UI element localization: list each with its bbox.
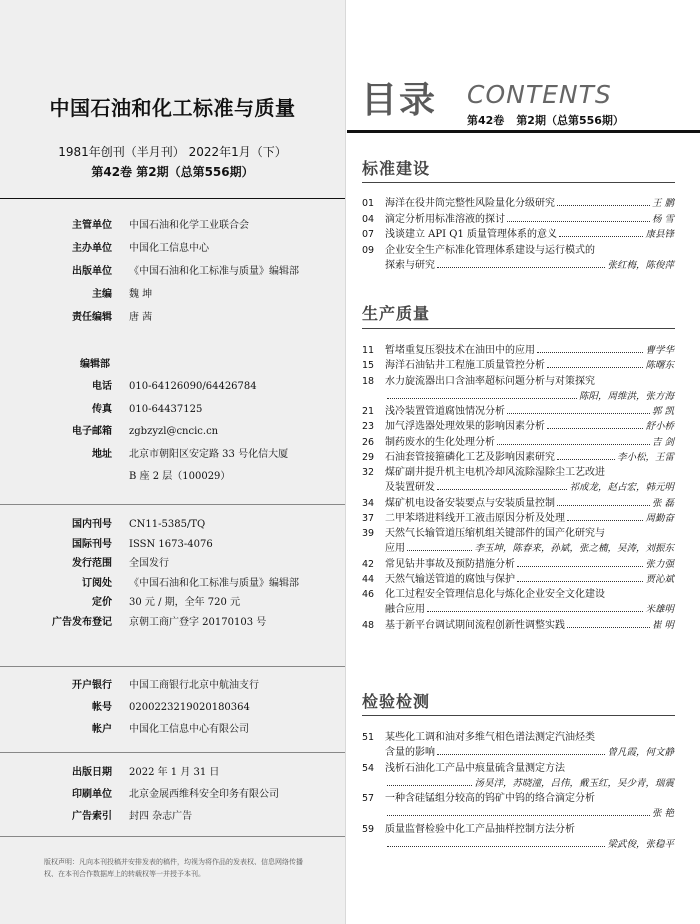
- toc-leader-dots: [517, 566, 643, 567]
- toc-entry[interactable]: [362, 450, 674, 465]
- masthead-panel: [0, 0, 345, 924]
- toc-entry[interactable]: [362, 587, 674, 618]
- toc-entry-line: [385, 343, 674, 358]
- toc-authors: 祁成龙，赵占宏，韩元明: [569, 482, 674, 494]
- volume-issue: 第42卷 第2期（总第556期）: [91, 165, 254, 179]
- toc-entry[interactable]: [362, 761, 674, 792]
- toc-entry-line: [385, 389, 674, 404]
- toc-entry-line: [385, 243, 674, 259]
- toc-leader-dots: [547, 428, 643, 429]
- section-entry-list: [362, 343, 674, 633]
- section-entry-list: [362, 196, 674, 274]
- toc-authors: 贾沁斌: [645, 573, 674, 585]
- toc-article-title: 天然气长输管道压缩机组关键部件的国产化研究与: [385, 528, 605, 539]
- toc-leader-dots: [437, 489, 567, 490]
- toc-page-number: 54: [362, 762, 375, 774]
- toc-page-number: 51: [362, 732, 375, 743]
- toc-leader-dots: [557, 505, 650, 506]
- toc-entry-body: [385, 374, 674, 405]
- toc-page-number: 57: [362, 793, 375, 804]
- toc-entry-body: [385, 419, 674, 434]
- section-entry-list: [362, 730, 674, 852]
- toc-article-title: 企业安全生产标准化管理体系建设与运行模式的: [385, 244, 595, 256]
- toc-page-number: 44: [362, 573, 375, 585]
- toc-authors: 梁武俊，张稳平: [607, 838, 674, 850]
- toc-entry[interactable]: [362, 435, 674, 450]
- contents-issue-info: [467, 112, 624, 128]
- toc-entry-line: [385, 541, 674, 556]
- toc-authors: 李玉坤，陈春来，孙斌，张之楠，吴涛，刘振东: [474, 543, 674, 555]
- toc-article-title: 滴定分析用标准溶液的探讨: [385, 213, 505, 225]
- toc-authors: 陈曙东: [645, 360, 674, 372]
- toc-page-number: 04: [362, 213, 375, 225]
- toc-entry-body: [385, 404, 674, 419]
- toc-entry-line: [385, 806, 674, 821]
- toc-leader-dots: [517, 581, 643, 582]
- journal-title: 中国石油和化工标准与质量: [49, 96, 296, 120]
- toc-article-title: 暂堵重复压裂技术在油田中的应用: [385, 345, 535, 356]
- toc-article-title: 探索与研究: [385, 260, 435, 271]
- toc-entry-body: [385, 791, 674, 822]
- toc-article-title: 应用: [385, 543, 405, 555]
- toc-authors: 张力强: [645, 558, 674, 570]
- masthead-divider: [0, 666, 345, 667]
- masthead-label: 国际刊号: [72, 538, 112, 550]
- toc-authors: 张 艳: [651, 808, 674, 820]
- publication-info: 1981年创刊（半月刊） 2022年1月（下）: [58, 145, 287, 159]
- masthead-divider: [0, 504, 345, 505]
- toc-entry-line: [385, 618, 674, 633]
- toc-entry-line: [385, 465, 674, 480]
- toc-article-title: 含量的影响: [385, 747, 435, 759]
- toc-entry-line: [385, 791, 674, 806]
- toc-article-title: 煤矿机电设备安装要点与安装质量控制: [385, 497, 555, 509]
- masthead-label: 出版日期: [72, 767, 112, 778]
- toc-entry-line: [385, 450, 674, 465]
- toc-leader-dots: [427, 611, 643, 612]
- contents-title-en: CONTENTS: [467, 80, 612, 109]
- toc-authors: 张红梅，陈俊萍: [607, 260, 674, 271]
- toc-entry[interactable]: [362, 496, 674, 511]
- panel-divider: [345, 0, 346, 924]
- toc-leader-dots: [559, 236, 643, 237]
- toc-article-title: 常见钻井事故及预防措施分析: [385, 558, 515, 570]
- masthead-label: 开户银行: [72, 680, 112, 691]
- toc-entry[interactable]: [362, 730, 674, 761]
- toc-article-title: 海洋在役井筒完整性风险量化分级研究: [385, 198, 555, 209]
- toc-entry-body: [385, 587, 674, 618]
- toc-authors: 舒小桥: [645, 421, 674, 433]
- toc-entry-line: [385, 776, 674, 791]
- toc-entry[interactable]: [362, 511, 674, 526]
- masthead-label: 主编: [92, 289, 112, 300]
- toc-entry-line: [385, 258, 674, 274]
- toc-page-number: 18: [362, 375, 375, 387]
- masthead-value: 《中国石油和化工标准与质量》编辑部: [129, 266, 299, 277]
- toc-entry[interactable]: [362, 419, 674, 434]
- toc-page-number: 39: [362, 528, 375, 539]
- toc-entry-line: [385, 404, 674, 419]
- toc-entry-line: [385, 730, 674, 745]
- toc-entry[interactable]: [362, 196, 674, 212]
- toc-article-title: 浅析石油化工产品中痕量硫含量测定方法: [385, 762, 565, 774]
- masthead-label: 出版单位: [72, 266, 112, 277]
- toc-entry-body: [385, 761, 674, 792]
- masthead-value: 010-64126090/64426784: [129, 381, 257, 392]
- section-rule: [362, 328, 675, 329]
- masthead-label: 传真: [92, 403, 112, 415]
- toc-article-title: 水力旋流器出口含油率超标问题分析与对策探究: [385, 375, 595, 387]
- toc-article-title: 及装置研发: [385, 482, 435, 494]
- toc-authors: 曹学华: [645, 345, 674, 356]
- toc-entry-body: [385, 822, 674, 853]
- toc-entry-line: [385, 358, 674, 373]
- masthead-value: 北京金展西维科安全印务有限公司: [129, 789, 279, 800]
- section-title: 生产质量: [362, 304, 431, 323]
- toc-entry-body: [385, 730, 674, 761]
- toc-authors: 崔 明: [651, 619, 674, 631]
- toc-article-title: 浅冷装置管道腐蚀情况分析: [385, 406, 505, 417]
- toc-entry[interactable]: [362, 243, 674, 274]
- toc-entry[interactable]: [362, 618, 674, 633]
- toc-entry-line: [385, 435, 674, 450]
- toc-entry[interactable]: [362, 358, 674, 373]
- contents-volume: 第42卷: [467, 114, 505, 127]
- toc-entry-line: [385, 212, 674, 228]
- toc-entry-line: [385, 480, 674, 495]
- toc-leader-dots: [497, 444, 650, 445]
- toc-page-number: 48: [362, 619, 375, 631]
- toc-entry-line: [385, 602, 674, 617]
- toc-entry-body: [385, 196, 674, 212]
- toc-article-title: 煤矿副井提升机主电机冷却风流除湿除尘工艺改进: [385, 467, 605, 478]
- masthead-value: 中国化工信息中心: [129, 243, 209, 254]
- masthead-label: 广告发布登记: [52, 616, 112, 628]
- toc-authors: 曾凡霞，何文静: [607, 747, 674, 759]
- toc-authors: 周勤奋: [645, 512, 674, 524]
- toc-entry-body: [385, 572, 674, 587]
- toc-authors: 汤昊洋，苏晓潼，吕伟，戴玉红，吴少青，瑞震: [474, 777, 674, 789]
- toc-entry-line: [385, 227, 674, 243]
- toc-article-title: 二甲苯塔进料线开工液击原因分析及处理: [385, 512, 565, 524]
- masthead-label: 帐号: [92, 702, 112, 713]
- toc-leader-dots: [557, 205, 650, 206]
- toc-entry[interactable]: [362, 404, 674, 419]
- toc-entry-line: [385, 374, 674, 389]
- toc-article-title: 浅谈建立 API Q1 质量管理体系的意义: [385, 229, 557, 240]
- toc-leader-dots: [567, 627, 650, 628]
- toc-entry[interactable]: [362, 374, 674, 405]
- toc-entry-line: [385, 496, 674, 511]
- toc-entry-line: [385, 526, 674, 541]
- toc-entry-line: [385, 557, 674, 572]
- toc-leader-dots: [387, 785, 472, 786]
- toc-leader-dots: [537, 352, 643, 353]
- toc-authors: 康县锋: [645, 229, 674, 240]
- masthead-divider: [0, 198, 345, 199]
- toc-entry-line: [385, 587, 674, 602]
- toc-article-title: 质量监督检验中化工产品抽样控制方法分析: [385, 823, 575, 835]
- toc-entry-line: [385, 511, 674, 526]
- toc-page-number: 32: [362, 467, 375, 478]
- toc-leader-dots: [387, 398, 577, 399]
- masthead-value: 魏 坤: [129, 289, 153, 300]
- toc-authors: 吉 剑: [651, 436, 674, 448]
- toc-article-title: 石油套管接箍磷化工艺及影响因素研究: [385, 451, 555, 463]
- toc-page-number: 23: [362, 421, 375, 433]
- toc-authors: 米雄明: [645, 604, 674, 616]
- toc-article-title: 海洋石油钻井工程施工质量管控分析: [385, 360, 545, 372]
- masthead-value: 010-64437125: [129, 403, 203, 415]
- toc-page-number: 34: [362, 497, 375, 509]
- contents-title-cn: 目录: [361, 80, 438, 121]
- masthead-value-continued: B 座 2 层（100029）: [129, 470, 231, 482]
- section-rule: [362, 182, 675, 183]
- masthead-label: 发行范围: [72, 558, 112, 569]
- toc-entry-body: [385, 511, 674, 526]
- toc-entry-line: [385, 419, 674, 434]
- toc-article-title: 一种含硅锰组分较高的钨矿中钨的络合滴定分析: [385, 793, 595, 804]
- masthead-value: 唐 茜: [129, 312, 153, 323]
- toc-entry-body: [385, 496, 674, 511]
- section-rule: [362, 715, 675, 716]
- toc-article-title: 天然气输送管道的腐蚀与保护: [385, 573, 515, 585]
- toc-entry-line: [385, 837, 674, 852]
- toc-page-number: 15: [362, 360, 375, 372]
- toc-authors: 杨 雪: [651, 213, 674, 225]
- masthead-label: 主办单位: [72, 243, 112, 254]
- toc-article-title: 制药废水的生化处理分析: [385, 436, 495, 448]
- masthead-value: 0200223219020180364: [129, 702, 250, 713]
- toc-leader-dots: [387, 846, 605, 847]
- toc-leader-dots: [557, 459, 615, 460]
- copyright-notice: 版权声明：凡向本刊投稿并安排发表的稿件，均视为将作品的发表权、信息网络传播权、在本刊合作数据库上的转载权等一并授予本刊。: [44, 858, 303, 878]
- masthead-value: 京朝工商广登字 20170103 号: [129, 616, 267, 628]
- toc-entry-body: [385, 526, 674, 557]
- masthead-label: 订阅处: [82, 577, 112, 589]
- masthead-value: 30 元 / 期，全年 720 元: [129, 597, 241, 608]
- toc-entry[interactable]: [362, 572, 674, 587]
- masthead-value: 北京市朝阳区安定路 33 号化信大厦: [129, 448, 289, 460]
- toc-entry-body: [385, 358, 674, 373]
- toc-article-title: 化工过程安全管理信息化与炼化企业安全文化建设: [385, 589, 605, 600]
- toc-entry-body: [385, 435, 674, 450]
- toc-entry[interactable]: [362, 212, 674, 228]
- masthead-value: CN11-5385/TQ: [129, 519, 206, 530]
- toc-leader-dots: [547, 367, 643, 368]
- toc-page-number: 11: [362, 345, 375, 356]
- toc-page-number: 26: [362, 436, 375, 448]
- masthead-value: 封四 杂志广告: [129, 811, 193, 822]
- toc-entry[interactable]: [362, 227, 674, 243]
- toc-article-title: 某些化工调和油对多维气相色谱法测定汽油烃类: [385, 732, 595, 743]
- section-title: 检验检测: [362, 692, 431, 711]
- masthead-value: 2022 年 1 月 31 日: [129, 767, 220, 778]
- masthead-label: 责任编辑: [72, 312, 112, 323]
- toc-page-number: 59: [362, 823, 375, 835]
- toc-entry[interactable]: [362, 343, 674, 358]
- masthead-label: 地址: [92, 448, 112, 460]
- toc-authors: 郭 凯: [651, 406, 674, 417]
- masthead-divider: [0, 752, 345, 753]
- masthead-divider: [0, 836, 345, 837]
- toc-entry-body: [385, 465, 674, 496]
- toc-authors: 陈阳，周维洪，张方海: [578, 390, 674, 402]
- toc-leader-dots: [437, 267, 605, 268]
- toc-entry[interactable]: [362, 791, 674, 822]
- toc-entry-body: [385, 557, 674, 572]
- toc-page-number: 21: [362, 406, 375, 417]
- masthead-value: 中国工商银行北京中航油支行: [129, 680, 259, 691]
- toc-leader-dots: [507, 413, 650, 414]
- toc-entry[interactable]: [362, 557, 674, 572]
- masthead-value: ISSN 1673-4076: [129, 538, 213, 550]
- toc-entry-body: [385, 212, 674, 228]
- masthead-value: 中国化工信息中心有限公司: [129, 724, 249, 735]
- toc-entry-body: [385, 618, 674, 633]
- contents-issue: 第2期（总第556期）: [516, 114, 624, 127]
- masthead-label: 广告索引: [72, 811, 112, 822]
- toc-authors: 李小松，王雷: [616, 451, 674, 463]
- section-title: 标准建设: [362, 159, 431, 178]
- masthead-value: 全国发行: [129, 558, 169, 569]
- toc-authors: 王 鹏: [651, 198, 674, 209]
- toc-entry-line: [385, 572, 674, 587]
- masthead-label: 主管单位: [72, 220, 112, 231]
- toc-entry-body: [385, 450, 674, 465]
- masthead-label: 定价: [92, 597, 112, 608]
- toc-leader-dots: [567, 520, 643, 521]
- toc-page-number: 07: [362, 229, 375, 240]
- toc-entry-line: [385, 745, 674, 760]
- toc-page-number: 37: [362, 512, 375, 524]
- toc-authors: 张 磊: [651, 497, 674, 509]
- masthead-label: 印刷单位: [72, 789, 112, 800]
- toc-leader-dots: [437, 754, 605, 755]
- toc-leader-dots: [507, 221, 650, 222]
- toc-entry-line: [385, 761, 674, 776]
- toc-page-number: 01: [362, 198, 375, 209]
- masthead-value: zgbzyzl@cncic.cn: [129, 426, 219, 437]
- masthead-value: 中国石油和化学工业联合会: [129, 220, 249, 231]
- masthead-label: 电话: [92, 381, 112, 392]
- toc-entry[interactable]: [362, 526, 674, 557]
- masthead-label: 电子邮箱: [72, 426, 112, 437]
- toc-entry-line: [385, 822, 674, 837]
- toc-entry-line: [385, 196, 674, 212]
- masthead-label: 国内刊号: [72, 519, 112, 530]
- toc-page-number: 42: [362, 558, 375, 570]
- contents-header-rule: [347, 130, 700, 133]
- toc-page-number: 46: [362, 589, 375, 600]
- toc-leader-dots: [387, 815, 650, 816]
- masthead-label: 帐户: [92, 724, 112, 735]
- editorial-office-heading: 编辑部: [80, 359, 110, 370]
- toc-article-title: 基于新平台调试期间流程创新性调整实践: [385, 619, 565, 631]
- toc-entry-body: [385, 343, 674, 358]
- toc-entry-body: [385, 243, 674, 274]
- toc-entry-body: [385, 227, 674, 243]
- toc-article-title: 融合应用: [385, 604, 425, 616]
- toc-leader-dots: [407, 550, 472, 551]
- toc-article-title: 加气浮选器处理效果的影响因素分析: [385, 421, 545, 433]
- masthead-value: 《中国石油和化工标准与质量》编辑部: [129, 577, 299, 589]
- toc-page-number: 29: [362, 451, 375, 463]
- toc-page-number: 09: [362, 244, 375, 256]
- toc-entry[interactable]: [362, 465, 674, 496]
- toc-entry[interactable]: [362, 822, 674, 853]
